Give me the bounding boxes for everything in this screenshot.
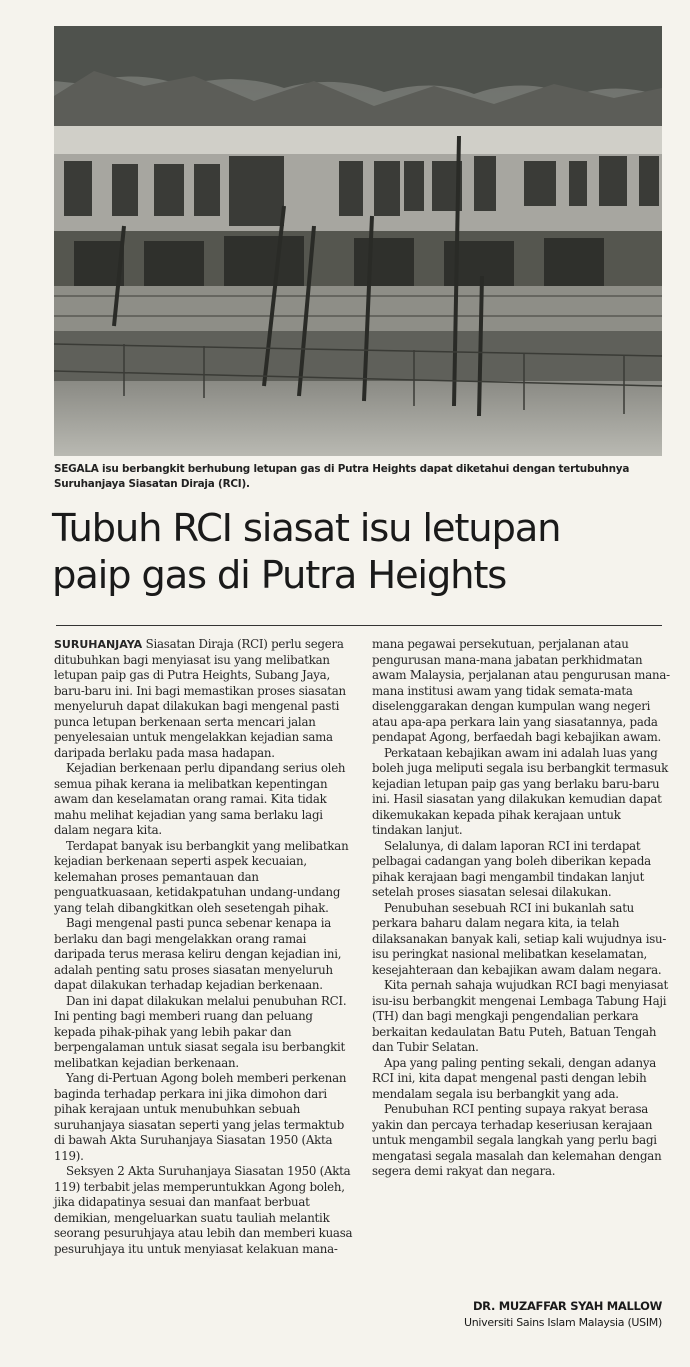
headline-divider [56,625,662,626]
paragraph: Apa yang paling penting sekali, dengan adanya RCI ini, kita dapat mengenal pasti dengan lebih mendalam segala isu berbangkit yang ada. [372,1055,657,1101]
article-column-2 [372,637,674,1180]
author-affiliation: Universiti Sains Islam Malaysia (USIM) [463,1316,662,1329]
byline [464,1298,662,1331]
photo-illustration [54,26,662,456]
paragraph: Penubuhan sesebuah RCI ini bukanlah satu perkara baharu dalam negara kita, ia telah dilaksanakan banyak kali, setiap kali wujudnya isu-isu peringkat nasional melibatkan keselamatan, kesejahteraan dan kebajikan awam dalam negara. [372,900,667,977]
caption-text: isu berbangkit berhubung letupan gas di Putra Heights dapat diketahui dengan tertubuhnya Suruhanjaya Siasatan Diraja (RCI). [54,463,630,490]
paragraph: Dan ini dapat dilakukan melalui penubuhan RCI. Ini penting bagi memberi ruang dan peluang kepada pihak-pihak yang lebih pakar dan berpengalaman untuk siasat segala isu berbangkit melibatkan kejadian berkenaan. [54,993,347,1070]
burnt-houses-photo [54,26,662,456]
paragraph: Bagi mengenal pasti punca sebenar kenapa ia berlaku dan bagi mengelakkan orang ramai daripada terus merasa keliru dengan kejadian ini, adalah penting satu proses siasatan menyeluruh dapat dilakukan terhadap kejadian berkenaan. [54,916,342,992]
photo-caption [54,462,664,492]
paragraph: mana pegawai persekutuan, perjalanan atau pengurusan mana-mana jabatan perkhidmatan awam Malaysia, perjalanan atau pengurusan mana-mana institusi awam yang tidak semata-mata diselenggarakan dengan kumpulan wang negeri atau apa-apa perkara lain yang siasatannya, pada pendapat Agong, berfaedah bagi kebajikan awam. [372,637,670,744]
paragraph-text: Siasatan Diraja (RCI) perlu segera ditubuhkan bagi menyiasat isu yang melibatkan letupan paip gas di Putra Heights, Subang Jaya, baru-baru ini. Ini bagi memastikan proses siasatan menyeluruh dapat dilakukan bagi mengenal pasti punca letupan berkenaan serta mencari jalan penyelesaian untuk mengelakkan kejadian sama daripada berlaku pada masa hadapan. [54,637,346,760]
article-column-1 [54,637,356,1257]
paragraph: Kejadian berkenaan perlu dipandang serius oleh semua pihak kerana ia melibatkan kepentingan awam dan keselamatan orang ramai. Kita tidak mahu melihat kejadian yang sama berlaku lagi dalam negara kita. [54,761,346,837]
headline-line-2: paip gas di Putra Heights [52,553,507,598]
article-kicker: SURUHANJAYA [54,638,143,651]
paragraph: Kita pernah sahaja wujudkan RCI bagi menyiasat isu-isu berbangkit mengenai Lembaga Tabung Haji (TH) dan bagi mengkaji pengendalian perkara berkaitan kedaulatan Batu Puteh, Batuan Tengah dan Tubir Selatan. [372,978,668,1054]
caption-lead: SEGALA [54,463,99,475]
paragraph: Yang di-Pertuan Agong boleh memberi perkenan baginda terhadap perkara ini jika dimohon dari pihak kerajaan untuk menubuhkan sebuah suruhanjaya siasatan seperti yang jelas termaktub di bawah Akta Suruhanjaya Siasatan 1950 (Akta 119). [54,1071,347,1163]
headline [52,505,672,599]
paragraph: Seksyen 2 Akta Suruhanjaya Siasatan 1950 (Akta 119) terbabit jelas memperuntukkan Agong boleh, jika didapatinya sesuai dan manfaat berbuat demikian, mengeluarkan suatu tauliah melantik seorang pesuruhjaya atau lebih dan memberi kuasa pesuruhjaya itu untuk menyiasat kelakuan mana- [54,1164,353,1256]
headline-line-1: Tubuh RCI siasat isu letupan [52,506,561,551]
author-name: DR. MUZAFFAR SYAH MALLOW [472,1299,662,1313]
paragraph: Terdapat banyak isu berbangkit yang melibatkan kejadian berkenaan seperti aspek kecuaian, kelemahan proses pemantauan dan penguatkuasaan, ketidakpatuhan undang-undang yang telah dibangkitkan oleh sesetengah pihak. [54,838,349,915]
paragraph [54,637,356,761]
paragraph: Selalunya, di dalam laporan RCI ini terdapat pelbagai cadangan yang boleh diberikan kepada pihak kerajaan bagi mengambil tindakan lanjut setelah proses siasatan selesai dilakukan. [372,838,651,899]
paragraph: Perkataan kebajikan awam ini adalah luas yang boleh juga meliputi segala isu berbangkit termasuk kejadian letupan paip gas yang berlaku baru-baru ini. Hasil siasatan yang dilakukan kemudian dapat dikemukakan kepada pihak kerajaan untuk tindakan lanjut. [372,745,669,837]
paragraph: Penubuhan RCI penting supaya rakyat berasa yakin dan percaya terhadap keseriusan kerajaan untuk mengambil segala langkah yang perlu bagi mengatasi segala masalah dan kelemahan dengan segera demi rakyat dan negara. [372,1102,662,1178]
